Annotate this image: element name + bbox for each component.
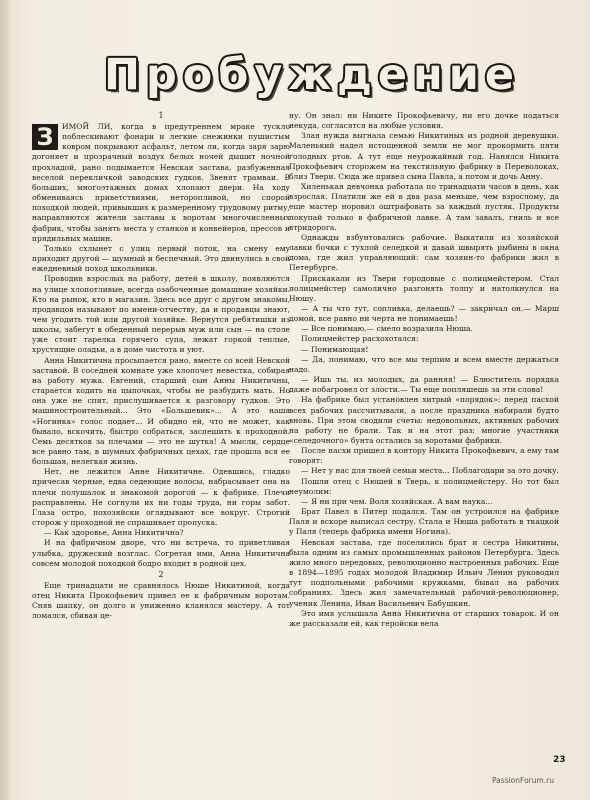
paragraph: ну. Он знал: ни Никите Прокофьевичу, ни его дочке податься некуда, согласятся на любые условия. [289, 111, 559, 131]
paragraph: Еще тринадцати не сравнялось Нюше Никитиной, когда отец Никита Прокофьевич привел ее к фабричным воротам. Сняв шапку, он долго и униженно кланялся мастеру. А тот ломался, сбивая це- [32, 580, 290, 621]
paragraph: На фабрике был установлен хитрый «порядок»: перед пасхой всех рабочих рассчитывали, а после праздника набирали будто вновь. При этом сводили счеты: недовольных, активных рабочих на работу не брали. Так и на этот раз: многие участники «селедочного» бунта остались за воротами фабрики. [289, 395, 559, 445]
article-title: Пробуждение [104, 50, 521, 100]
paragraph: Это имя услышала Анна Никитична от старших товарок. И он же рассказали ей, как геройски вела [289, 608, 559, 628]
paragraph: — Все понимаю,— смело возразила Нюша. [301, 324, 473, 334]
section-number-1: 1 [158, 111, 164, 120]
paragraph: Пошли отец с Нюшей в Тверь, к полицмейстеру. Но тот был неумолим: [289, 476, 559, 496]
paragraph: После пасхи пришел в контору Никита Прокофьевич, а ему там говорят: [289, 446, 559, 466]
paragraph: И на фабричном дворе, что ни встреча, то приветливая улыбка, дружеский возглас. Согретая ими, Анна Никитична совсем молодой походкой бодро входит в родной цех. [32, 538, 290, 568]
paragraph: — Да, понимаю, что все мы терпим и всем вместе держаться надо. [289, 354, 559, 374]
paragraph: Только схлынет с улиц первый поток, на смену ему приходит другой — шумный и беспечный. Это двинулись в свой ежедневный поход школьники. [32, 243, 290, 274]
page-number: 23 [553, 755, 566, 765]
left-column [32, 110, 290, 622]
paragraph: Полицмейстер расхохотался: [301, 334, 419, 344]
paragraph: — Как здоровье, Анна Никитична? [44, 528, 184, 538]
paragraph-text: ИМОЙ ЛИ, когда в предутреннем мраке тускло поблескивают фонари и легкие снежинки пушистым ковром покрывают асфальт, летом ли, когда заря зарю догоняет и прозрачный воздух белых ночей дышит ночной прохладой, рано подымается Невская застава, разбуженная веселой перекличкой заводских гудков. Звенят трамваи. В больших, многоэтажных домах хлопают двери. На ходу обмениваясь приветствиями, неторопливой, но спорой походкой людей, привыкших к размеренному трудовому ритму, направляются жители заставы к воротам многочисленных фабрик, чтобы занять места у станков и конвейеров, прессов и прядильных машин. [32, 122, 290, 243]
drop-cap-letter: З [32, 124, 58, 150]
site-watermark: PassionForum.ru [492, 776, 555, 785]
paragraph: Брат Павел в Питер подался. Там он устроился на фабрике Паля и вскоре выписал сестру. Стала и Нюша работать в ткацкой у Паля (теперь фабрика имени Ногина). [289, 507, 559, 537]
paragraph: Анна Никитична просыпается рано, вместе со всей Невской заставой. В соседней комнате уже хлопочет невестка, собирая на работу мужа. Евгений, старший сын Анны Никитичны, старается ходить на цыпочках, чтобы не разбудить мать. Но она уже не спит, прислушивается к разговору гудков. Это машиностроительный... Это «Большевик»... А это наша «Ногинка» голос подает... И обидно ей, что не может, как бывало, вскочить, быстро собраться, заспешить к проходной. Семь десятков за плечами — это не шутка! А мысли, сердце все равно там, в шумных фабричных цехах, где прошла вся ее большая, нелегкая жизнь. [32, 355, 290, 467]
paragraph: Злая нужда выгнала семью Никитиных из родной деревушки. Маленький надел истощенной земли не мог прокормить пяти голодных ртов. А тут еще неурожайный год. Нанялся Никита Прокофьевич сторожем на текстильную фабрику в Переволоках, близ Твери. Сюда же привел сына Павла, а потом и дочь Анну. [289, 131, 559, 181]
paragraph: Однажды взбунтовались рабочие. Выкатили из хозяйской лавки бочки с тухлой селедкой и давай швырять рыбины в окна дома, где жил управляющий: сам хозяин-то фабрики жил в Петербурге. [289, 232, 559, 273]
paragraph: Невская застава, где поселились брат и сестра Никитины, была одним из самых промышленных районов Петербурга. Здесь жило много передовых, революционно настроенных рабочих. Еще в 1894—1895 годах молодой Владимир Ильич Ленин руководил тут подпольными рабочими кружками, бывал на рабочих собраниях. Здесь жил замечательный рабочий-революционер, ученик Ленина, Иван Васильевич Бабушкин. [289, 537, 559, 608]
paragraph: — Я ни при чем. Воля хозяйская. А вам наука... [301, 496, 493, 506]
paragraph: — Ишь ты, из молодых, да ранняя! — Блюститель порядка даже побагровел от злости.— Ты еще попляшешь за эти слова! [289, 375, 559, 395]
section-number-2: 2 [158, 569, 164, 579]
paragraph: Прискакали из Твери городовые с полицмейстером. Стал полицмейстер самолично разгонять толпу и натолкнулся на Нюшу. [289, 273, 559, 303]
right-column [289, 111, 559, 629]
paragraph [32, 122, 290, 244]
paragraph: Хиленькая девчонка работала по тринадцати часов в день, как взрослая. Платили же ей в два раза меньше, чем взрослому, да еще мастер норовил оштрафовать за каждый пустяк. Продукты покупай только в фабричной лавке. А там завалъ, гниль и все втридорога. [289, 182, 559, 232]
paragraph: Проводив взрослых на работу, детей в школу, появляются на улице хлопотливые, всегда озабоченные домашние хозяйки. Кто на рынок, кто в магазин. Здесь все друг с другом знакомы, продавцов называют по имени-отчеству, да и продавцы знают, чем угодить той или другой хозяйке. Вернутся ребятишки из школы, забегут в обеденный перерыв муж или сын — на столе уже стоит тарелка горячего супа, лежат горкой теплые, хрустящие оладьи, а в доме чистота и уют. [32, 274, 290, 355]
paragraph: — А ты что тут, сопливка, делаешь? — закричал он.— Марш домой, все равно ни черта не понимаешь! [289, 303, 559, 324]
paragraph: Нет, не лежится Анне Никитичне. Одевшись, гладко причесав черные, едва седеющие волосы, набрасывает она на плечи полушалок и знакомой дорогой — к фабрике. Плечи расправлены. Не согнули их ни годы труда, ни горы забот. Глаза остро, похозяйски оглядывают все вокруг. Строгий сторож у проходной не спрашивает пропуска. [32, 467, 290, 528]
paragraph: — Нет у нас для твоей семьи места... Поблагодари за это дочку. [301, 466, 559, 476]
paragraph: — Понимающая! [301, 344, 369, 354]
page-fold-shadow [0, 0, 14, 800]
